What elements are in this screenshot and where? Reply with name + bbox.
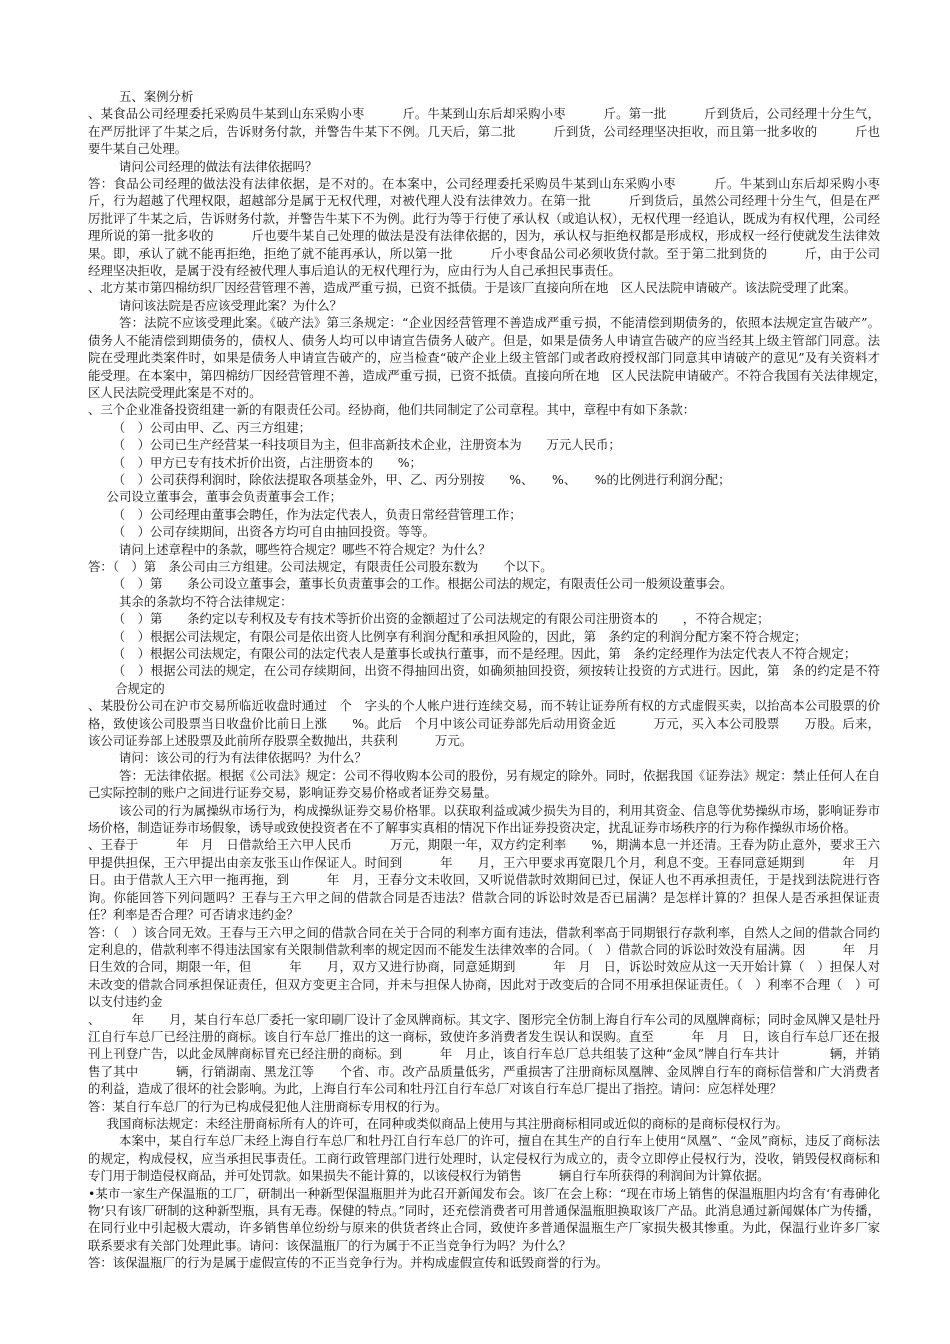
case-6-law: 我国商标法规定：未经注册商标所有人的许可，在同种或类似商品上使用与其注册商标相同或近似的商标的是商标侵权行为。 xyxy=(106,1115,789,1131)
section-heading: 五、案例分析 xyxy=(119,89,194,104)
case-3-answer-item: （ ）第 条约定以专利权及专有技术等折价出资的金额超过了公司法规定的有限公司注册资本的 ，不符合规定； xyxy=(112,611,770,627)
case-2-answer: 答：法院不应该受理此案。《破产法》第三条规定：“企业因经营管理不善造成严重亏损，不能清偿到期债务的，依照本法规定宣告破产”。债务人不能清偿到期债务的，债权人、债务人均可以申请宣告债务人破产。但是，如果是债务人申请宣告破产的应当经其上级主管部门同意。法院在受理此类案件时，如果是债务人申请宣告破产的，应当检查“破产企业上级主管部门或者政府授权部门同意其申请破产的意见”及有关资料才能受理。在本案中，第四棉纺厂因经营管理不善，造成严重亏损，已资不抵债。直接向所在地 区人民法院申请破产。不符合我国有关法律规定， 区人民法院受理此案是不对的。 xyxy=(88,315,893,400)
case-3-description: 、三个企业准备投资组建一新的有限责任公司。经协商，他们共同制定了公司章程。其中，章程中有如下条款： xyxy=(88,402,696,418)
case-2-question: 请问该法院是否应该受理此案？为什么？ xyxy=(119,297,343,313)
case-4-description: 、某股份公司在沪市交易所临近收盘时通过 个 字头的个人帐户进行连续交易，而不转让证券所有权的方式虚假买卖，以抬高本公司股票的价格，致使该公司股票当日收盘价比前日上涨 %。此后 个月中该公司证券部先后动用资金近 万元，买入本公司股票 万股。后来，该公司证券部上述股票及此前所存股票全数抛出，共获利 万元。 xyxy=(88,698,880,749)
case-1-question: 请问公司经理的做法有法律依据吗？ xyxy=(119,158,318,174)
case-3-answer-item: 其余的条款均不符合法律规定： xyxy=(119,593,293,609)
case-1-description: 、某食品公司经理委托采购员牛某到山东采购小枣 斤。牛某到山东后却采购小枣 斤。第一批 斤到货后，公司经理十分生气，在严厉批评了牛某之后，告诉财务付款，并警告牛某下不例。几天后，第二批 斤到货，公司经理坚决拒收，而且第一批多收的 斤也要牛某自己处理。 xyxy=(88,106,880,157)
case-6-answer: 答：某自行车总厂的行为已构成侵犯他人注册商标专用权的行为。 xyxy=(88,1098,448,1114)
charter-clause: （ ）甲方已专有技术折价出资，占注册资本的 %； xyxy=(112,454,422,470)
case-3-answer-item: （ ）第 条公司设立董事会，董事长负责董事会的工作。根据公司法的规定，有限责任公司一般须设董事会。 xyxy=(112,576,733,592)
charter-clause: （ ）公司获得利润时，除依法提取各项基金外，甲、乙、丙分别按 %、 %、 %的比例进行利润分配； xyxy=(112,471,731,487)
charter-clause: （ ）公司已生产经营某一科技项目为主，但非高新技术企业，注册资本为 万元人民币； xyxy=(112,437,621,453)
case-5-answer: 答：（ ）该合同无效。王春与王六甲之间的借款合同在关于合同的利率方面有违法，借款利率高于同期银行存款利率，自然人之间的借款合同约定利息的，借款利率不得违法国家有关限制借款利率的规定因而不能发生法律效率的合同。（ ）借款合同的诉讼时效没有届满。因 年 月 日生效的合同，期限一年，但 年 月，双方又进行协商，同意延期到 年 月 日，诉讼时效应从这一天开始计算（ ）担保人对未改变的借款合同承担保证责任，但双方变更主合同，并未与担保人协商，因此对于改变后的合同不用承担保证责任。（ ）利率不合理（ ）可以支付违约金 xyxy=(88,924,905,1010)
case-7-answer: 答：该保温瓶厂的行为是属于虚假宣传的不正当竞争行为。并构成虚假宣传和诋毁商誉的行为。 xyxy=(88,1255,609,1271)
charter-clause: （ ）公司经理由董事会聘任，作为法定代表人，负责日常经营管理工作； xyxy=(112,506,522,522)
case-4-question: 请问：该公司的行为有法律依据吗？为什么？ xyxy=(119,750,367,766)
case-6-description: 、 年 月，某自行车总厂委托一家印刷厂设计了金凤牌商标。其文字、图形完全仿制上海自行车公司的凤凰牌商标；同时金凤牌又是牡丹江自行车总厂已经注册的商标。该自行车总厂推出的这一商标，致使许多消费者发生误认和误购。直至 年 月 日，该自行车总厂还在报刊上刊登广告，以此金凤牌商标冒充已经注册的商标。到 年 月止，该自行车总厂总共组装了这种“金凤”牌自行车共计 辆，并销售了其中 辆，行销湖南、黑龙江等 个省、市。改产品质量低劣，严重损害了注册商标凤凰牌、金凤牌自行车的商标信誉和广大消费者的利益，造成了很坏的社会影响。为此，上海自行车公司和牡丹江自行车总厂对该自行车总厂提出了指控。请问：应怎样处理？ xyxy=(88,1011,880,1097)
case-3-answer-item: （ ）根据公司法规定，有限公司的法定代表人是董事长或执行董事，而不是经理。因此，第 条约定经理作为法定代表人不符合规定； xyxy=(112,646,857,661)
charter-clause: 公司设立董事会，董事会负责董事会工作； xyxy=(106,489,343,505)
case-1-answer: 答：食品公司经理的做法没有法律依据，是不对的。在本案中，公司经理委托采购员牛某到山东采购小枣 斤。牛某到山东后却采购小枣 斤，行为超越了代理权限，超越部分是属于无权代理，对被代理人没有法律效力。在第一批 斤到货后，虽然公司经理十分生气，但是在严厉批评了牛某之后，告诉财务付款，并警告牛某下不为例。此行为等于行使了承认权（或追认权），无权代理一经追认，既成为有权代理，公司经理所说的第一批多收的 斤也要牛某自己处理的做法是没有法律依据的，因为，承认权与拒绝权都是形成权，形成权一经行使就发生法律效果。即，承认了就不能再拒绝，拒绝了就不能再承认，所以第一批 斤小枣食品公司必须收货付款。至于第二批到货的 斤，由于公司经理坚决拒收，是属于没有经被代理人事后追认的无权代理行为，应由行为人自己承担民事责任。 xyxy=(88,176,918,279)
case-3-answer-item: （ ）根据公司法的规定，在公司存续期间，出资不得抽回出资，如确须抽回投资，须按转让投资的方式进行。因此，第 条的约定是不符合规定的 xyxy=(112,663,880,696)
document-page xyxy=(88,88,918,1272)
case-4-answer-cont: 该公司的行为属操纵市场行为，构成操纵证券交易价格罪。以获取利益或减少损失为目的，利用其资金、信息等优势操纵市场，影响证券市场价格，制造证券市场假象，诱导或致使投资者在不了解事实真相的情况下作出证券投资决定，扰乱证券市场秩序的行为称作操纵市场价格。 xyxy=(88,802,880,836)
case-2-description: 、北方某市第四棉纺织厂因经营管理不善，造成严重亏损，已资不抵债。于是该厂直接向所在地 区人民法院申请破产。该法院受理了此案。 xyxy=(88,280,857,296)
case-7-description: •某市一家生产保温瓶的工厂，研制出一种新型保温瓶胆并为此召开新闻发布会。该厂在会上称：“现在市场上销售的保温瓶胆内均含有‘有毒砷化物’只有该厂研制的这种新型瓶，具有无毒。保健的特点。”同时，还充偿消费者可用普通保温瓶胆换取该厂产品。此消息通过新闻媒体广为传播，在同行业中引起极大震动，许多销售单位纷纷与原来的供货者终止合同，致使许多普通保温瓶生产厂家损失极其惨重。为此，保温行业许多厂家联系要求有关部门处理此事。请问：该保温瓶厂的行为属于不正当竞争行为吗？为什么？ xyxy=(88,1185,880,1253)
case-5-description: 、王春于 年 月 日借款给王六甲人民币 万元，期限一年，双方约定利率 %，期满本息一并还清。王春为防止意外，要求王六甲提供担保，王六甲提出由亲友张玉山作保证人。时间到 年 月，王六甲要求再宽限几个月，利息不变。王春同意延期到 年 月 日。由于借款人王六甲一拖再拖，到 年 月，王春分文未收回，又听说借款时效期间已过，保证人也不再承担责任，于是找到法院进行咨询。你能回答下列问题吗？王春与王六甲之间的借款合同是否违法？借款合同的诉讼时效是否已届满？是怎样计算的？担保人是否承担保证责任？利率是否合理？可否请求违约金？ xyxy=(88,837,905,923)
case-6-analysis: 本案中，某自行车总厂未经上海自行车总厂和牡丹江自行车总厂的许可，擅自在其生产的自行车上使用“凤凰”、“金凤”商标，违反了商标法的规定，构成侵权，应当承担民事责任。工商行政管理部门进行处理时，认定侵权行为成立的，责令立即停止侵权行为，没收，销毁侵权商标和专门用于制造侵权商品，并可处罚款。如果损失不能计算的，以该侵权行为销售 辆自行车所获得的利润间为计算依据。 xyxy=(88,1133,880,1184)
case-3-answer: 答：（ ）第 条公司由三方组建。公司法规定，有限责任公司股东数为 个以下。 xyxy=(88,558,553,574)
charter-clause: （ ）公司存续期间，出资各方均可自由抽回投资。等等。 xyxy=(112,524,435,540)
case-4-answer: 答：无法律依据。根据《公司法》规定：公司不得收购本公司的股份，另有规定的除外。同时，依据我国《证券法》规定：禁止任何人在自己实际控制的账户之间进行证券交易，影响证券交易价格或者证券交易量。 xyxy=(88,767,880,801)
case-3-answer-item: （ ）根据公司法规定，有限公司是依出资人比例享有利润分配和承担风险的，因此，第 条约定的利润分配方案不符合规定； xyxy=(112,628,807,644)
charter-clause: （ ）公司由甲、乙、丙三方组建； xyxy=(112,419,312,435)
case-3-question: 请问上述章程中的条款，哪些符合规定？哪些不符合规定？为什么？ xyxy=(119,541,491,557)
